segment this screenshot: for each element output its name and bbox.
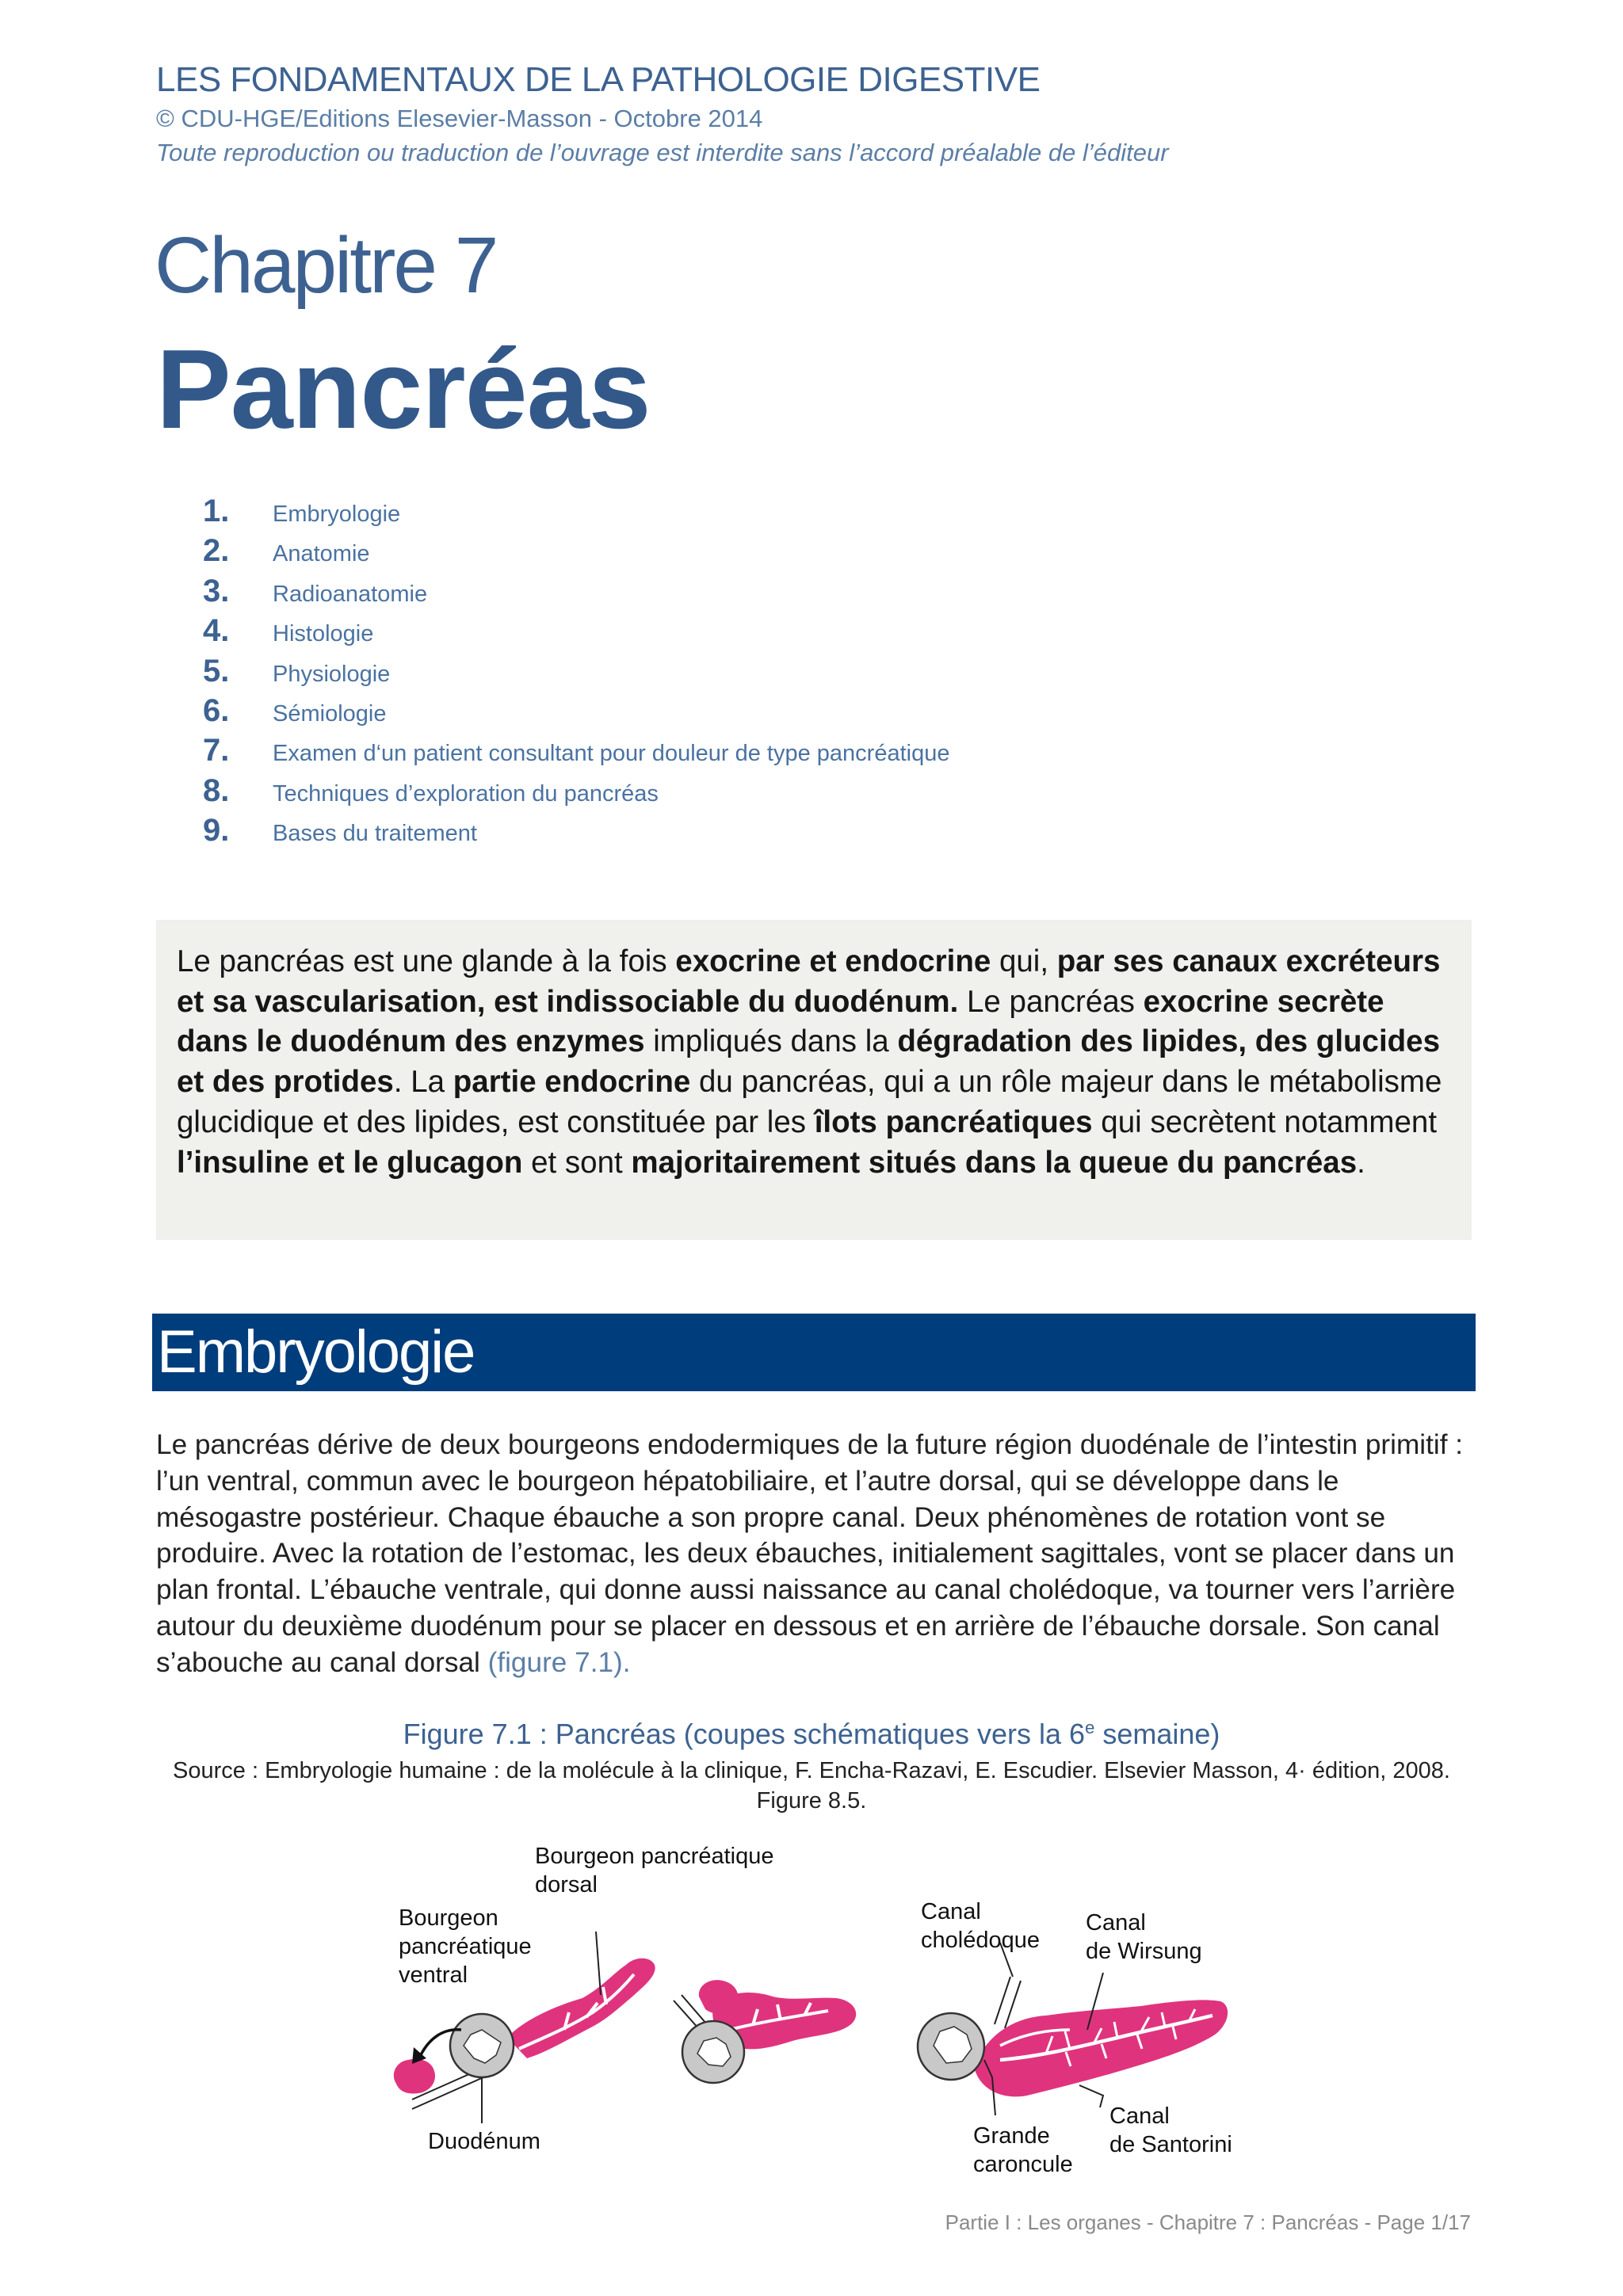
label-ventral-bud-line3: ventral (399, 1962, 468, 1988)
svg-text:Canal (1086, 1910, 1146, 1936)
svg-text:Bourgeon (399, 1905, 498, 1931)
intro-text: qui, (991, 944, 1057, 978)
page-footer: Partie I : Les organes - Chapitre 7 : Pancréas - Page 1/17 (945, 2210, 1471, 2234)
intro-bold: dégradation des lipides, des glucides et des protides (177, 1024, 1440, 1100)
label-wirsung-line2: de Wirsung (1086, 1939, 1202, 1964)
figure-source: Source : Embryologie humaine : de la molécule à la clinique, F. Encha-Razavi, E. Escudier. Elsevier Masson, 4· édition, 2008. Figure 8.5. (173, 1758, 1450, 1814)
pancreas-embryology-figure (0, 1822, 1623, 2179)
figure-title-sup: e (1085, 1718, 1095, 1737)
intro-bold: l’insuline et le glucagon (177, 1145, 523, 1180)
toc-number: 9. (203, 813, 230, 849)
intro-text: du pancréas, qui a un rôle majeur dans le métabolisme glucidique et des lipides, est constituée par les (177, 1065, 1442, 1139)
ventral-tissue-2 (699, 1980, 739, 2013)
label-ventral-bud-line1: Bourgeon (399, 1905, 498, 1931)
figure-title-text: Figure 7.1 : Pancréas (coupes schématiques vers la 6 (403, 1718, 1086, 1750)
section-heading-bar (152, 1314, 1476, 1391)
intro-bold: par ses canaux excréteurs et sa vascularisation, est indissociable du duodénum. (177, 944, 1441, 1019)
toc-number: 3. (203, 573, 230, 608)
label-santorini-line2: de Santorini (1109, 2132, 1232, 2157)
running-header-title: LES FONDAMENTAUX DE LA PATHOLOGIE DIGESTIVE (156, 60, 1041, 99)
label-dorsal-bud-line1: Bourgeon pancréatique (535, 1844, 774, 1869)
toc-item (203, 651, 1392, 691)
panel-3-fused-pancreas (918, 1899, 1232, 2177)
toc-label: Embryologie (273, 502, 401, 527)
intro-paragraph (177, 942, 1448, 1183)
svg-text:Grande (973, 2123, 1050, 2149)
choledoque-duct-lines (995, 1977, 1021, 2028)
toc-item (203, 491, 1392, 531)
toc-item (203, 531, 1392, 570)
toc-label: Examen d‘un patient consultant pour douleur de type pancréatique (273, 741, 950, 767)
svg-text:caroncule (973, 2152, 1073, 2177)
toc-number: 4. (203, 613, 230, 649)
label-duodenum: Duodénum (428, 2129, 540, 2154)
chapter-toc (203, 491, 1392, 851)
intro-text: . La (393, 1065, 453, 1100)
toc-number: 1. (203, 494, 230, 528)
toc-label: Techniques d’exploration du pancréas (273, 780, 659, 807)
section-body-paragraph (156, 1427, 1476, 1681)
intro-text: . (1357, 1145, 1365, 1180)
section-title: Embryologie (157, 1318, 475, 1386)
label-wirsung-line1: Canal (1086, 1910, 1146, 1936)
toc-item (203, 730, 1392, 770)
label-caroncule-line2: caroncule (973, 2152, 1073, 2177)
intro-bold: exocrine secrète dans le duodénum des enzymes (177, 984, 1384, 1059)
svg-text:Canal (1109, 2103, 1170, 2129)
running-header-copyright: © CDU-HGE/Editions Elesevier-Masson - Octobre 2014 (156, 105, 763, 132)
intro-text: impliqués dans la (644, 1024, 898, 1059)
label-dorsal-bud-line2: dorsal (535, 1872, 598, 1897)
toc-label: Anatomie (273, 541, 370, 567)
chapter-title: Pancréas (156, 326, 651, 452)
toc-item (203, 691, 1392, 730)
label-santorini-line1: Canal (1109, 2103, 1170, 2129)
intro-text: et sont (522, 1145, 632, 1180)
toc-item (203, 771, 1392, 810)
panel-2-rotation (674, 1980, 856, 2083)
toc-label: Bases du traitement (273, 821, 477, 847)
intro-summary-box (156, 920, 1472, 1240)
toc-label: Radioanatomie (273, 581, 428, 607)
svg-text:Canal (921, 1899, 981, 1924)
svg-text:de Wirsung (1086, 1939, 1202, 1964)
body-text: Le pancréas dérive de deux bourgeons endodermiques de la future région duodénale de l’intestin primitif : l’un ventral, commun avec le bourgeon hépatobiliaire, et l’autre dorsal, qui se développe dans le mésogastre postérieur. Chaque ébauche a son propre canal. Deux phénomènes de rotation vont se produire. Avec la rotation de l’estomac, les deux ébauches, initialement sagittales, vont se placer dans un plan frontal. L’ébauche ventrale, qui donne aussi naissance au canal cholédoque, va tourner vers l’arrière autour du deuxième duodénum pour se placer en dessous et en arrière de l’ébauche dorsale. Son canal s’abouche au canal dorsal (156, 1429, 1464, 1678)
intro-text: Le pancréas est une glande à la fois (177, 944, 676, 978)
svg-text:cholédoque (921, 1928, 1040, 1953)
intro-bold: îlots pancréatiques (814, 1104, 1093, 1139)
intro-bold: majoritairement situés dans la queue du pancréas (631, 1145, 1358, 1180)
toc-number: 5. (203, 653, 230, 688)
label-caroncule-line1: Grande (973, 2123, 1050, 2149)
figure-reference-link[interactable]: (figure 7.1). (487, 1646, 631, 1678)
toc-item (203, 810, 1392, 850)
running-header-notice: Toute reproduction ou traduction de l’ouvrage est interdite sans l’accord préalable de l’éditeur (156, 139, 1169, 166)
svg-text:pancréatique (399, 1934, 532, 1959)
toc-label: Physiologie (273, 661, 391, 687)
svg-text:ventral (399, 1962, 468, 1988)
intro-bold: partie endocrine (453, 1065, 691, 1100)
leader-dorsal (596, 1932, 601, 1995)
figure-title-end: semaine) (1094, 1718, 1220, 1750)
leader-santorini (1079, 2085, 1103, 2107)
toc-number: 7. (203, 733, 230, 769)
figure-title (0, 1718, 1623, 1751)
pancreas-tissue (975, 2000, 1228, 2096)
intro-bold: exocrine et endocrine (675, 944, 991, 978)
label-ventral-bud-line2: pancréatique (399, 1934, 532, 1959)
label-choledoque-line2: cholédoque (921, 1928, 1040, 1953)
svg-text:Duodénum (428, 2129, 540, 2154)
intro-text: qui secrètent notamment (1092, 1104, 1438, 1139)
svg-text:Bourgeon pancréatique (535, 1844, 774, 1869)
toc-item (203, 611, 1392, 650)
toc-number: 6. (203, 692, 230, 728)
toc-label: Sémiologie (273, 700, 387, 727)
toc-item (203, 571, 1392, 611)
toc-number: 8. (203, 772, 230, 808)
intro-text: Le pancréas (958, 984, 1144, 1019)
svg-text:de Santorini (1109, 2132, 1232, 2157)
svg-text:dorsal (535, 1872, 598, 1897)
ventral-bud-tissue (394, 2059, 435, 2094)
chapter-label: Chapitre 7 (155, 221, 497, 310)
toc-label: Histologie (273, 621, 374, 647)
toc-number: 2. (203, 533, 230, 569)
label-choledoque-line1: Canal (921, 1899, 981, 1924)
